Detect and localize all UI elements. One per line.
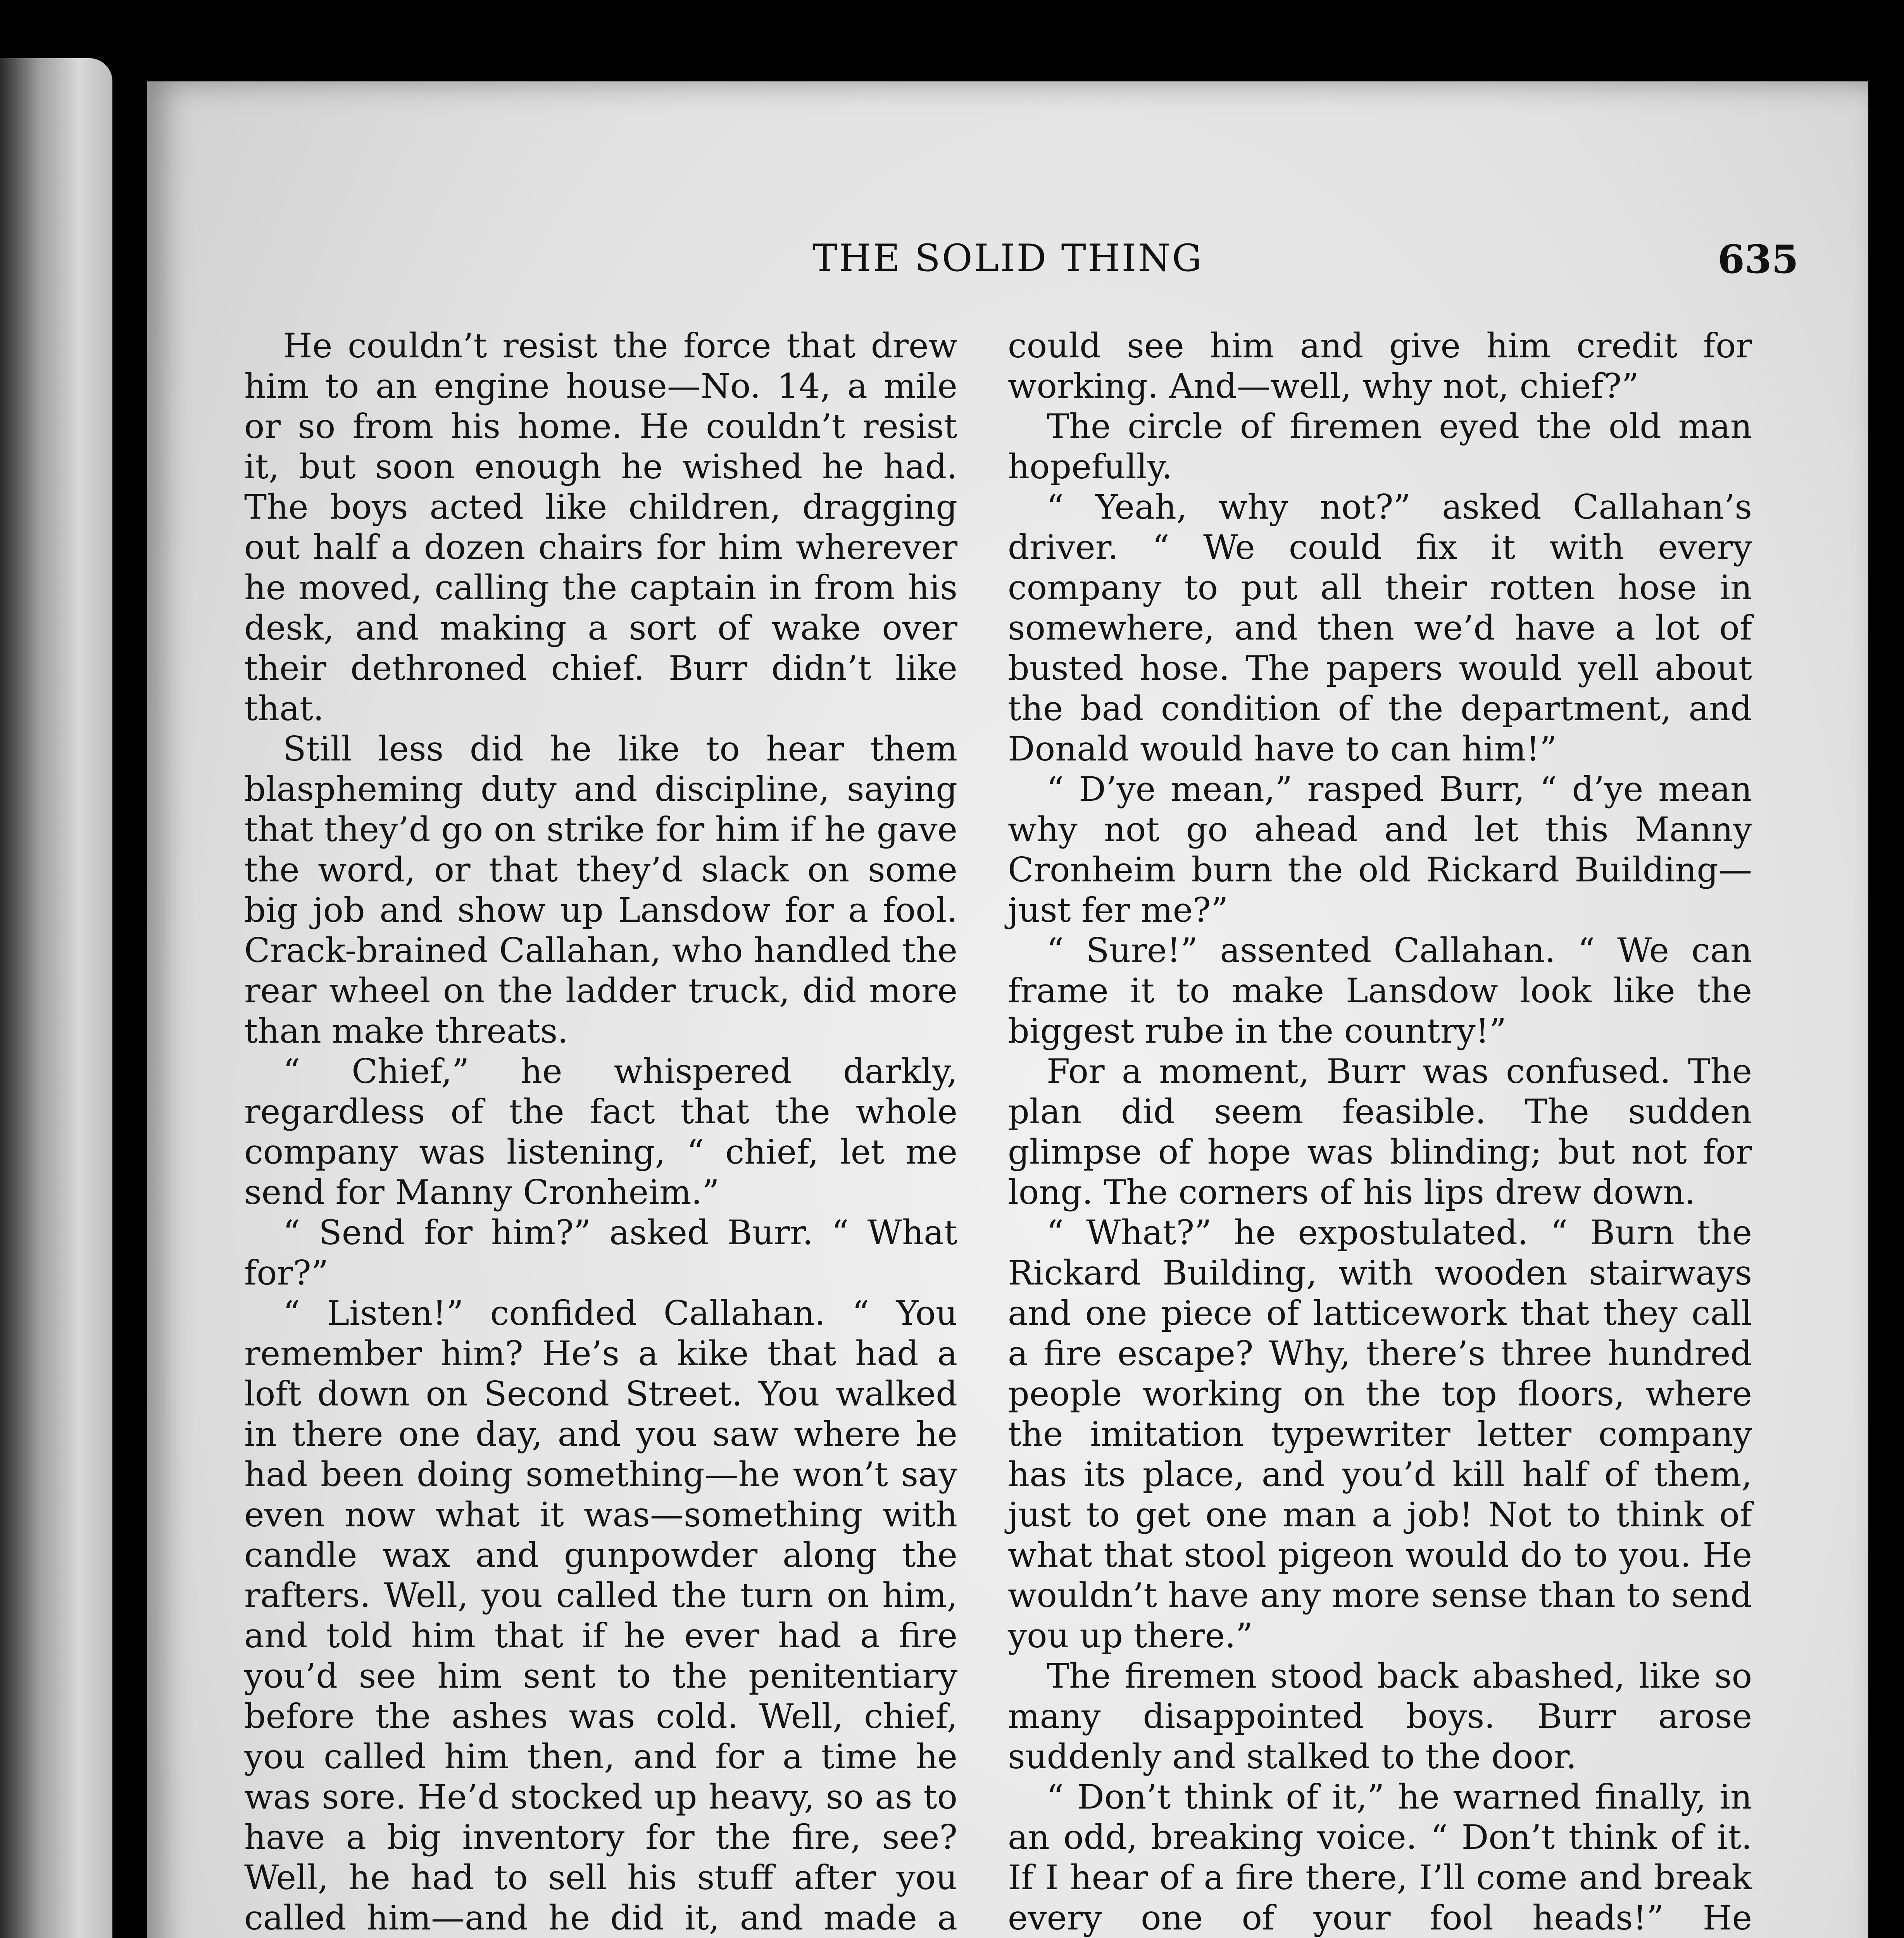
paragraph: “ Chief,” he whispered darkly, regardless of the fact that the whole company was listening, “ chief, let me send for Manny Cronheim.” (244, 1052, 957, 1212)
paragraph: “ Yeah, why not?” asked Callahan’s driver. “ We could fix it with every company to put all their rotten hose in somewhere, and then we’d have a lot of busted hose. The papers would yell about the bad condition of the department, and Donald would have to can him!” (1008, 487, 1752, 769)
paragraph: The circle of firemen eyed the old man hopefully. (1008, 407, 1752, 486)
facing-page-edge (0, 58, 112, 1938)
paragraph: “ What?” he expostulated. “ Burn the Rickard Building, with wooden stairways and one piece of latticework that they call a fire escape? Why, there’s three hundred people working on the top floors, where the imitation typewriter letter company has its place, and you’d kill half of them, just to get one man a job! Not to think of what that stool pigeon would do to you. He wouldn’t have any more sense than to send you up there.” (1008, 1213, 1752, 1655)
paragraph: Still less did he like to hear them blaspheming duty and discipline, saying that they’d go on strike for him if he gave the word, or that they’d slack on some big job and show up Lansdow for a fool. Crack-brained Callahan, who handled the rear wheel on the ladder truck, did more than make threats. (244, 729, 957, 1051)
paragraph: “ D’ye mean,” rasped Burr, “ d’ye mean why not go ahead and let this Manny Cronheim burn the old Rickard Building—just fer me?” (1008, 769, 1752, 930)
paragraph: “ Send for him?” asked Burr. “ What for?” (244, 1213, 957, 1293)
paragraph: “ Listen!” confided Callahan. “ You remember him? He’s a kike that had a loft down on Second Street. You walked in there one day, and you saw where he had been doing something—he won’t say even now what it was—something with candle wax and gunpowder along the rafters. Well, you called the turn on him, and told him that if he ever had a fire you’d see him sent to the penitentiary before the ashes was cold. Well, chief, you called him then, and for a time he was sore. He’d stocked up heavy, so as to have a big inventory for the fire, see? Well, he had to sell his stuff after you called him—and he did it, and made a (244, 1293, 957, 1938)
right-column (1008, 326, 1752, 1938)
paragraph: could see him and give him credit for working. And—well, why not, chief?” (1008, 326, 1752, 406)
paragraph: “ Don’t think of it,” he warned finally, in an odd, breaking voice. “ Don’t think of it. If I hear of a fire there, I’ll come and break every one of your fool heads!” He (1008, 1777, 1752, 1938)
paragraph: He couldn’t resist the force that drew him to an engine house—No. 14, a mile or so from his home. He couldn’t resist it, but soon enough he wished he had. The boys acted like children, dragging out half a dozen chairs for him wherever he moved, calling the captain in from his desk, and making a sort of wake over their dethroned chief. Burr didn’t like that. (244, 326, 957, 728)
running-title: THE SOLID THING (812, 236, 1204, 280)
running-head (147, 236, 1868, 291)
page-number: 635 (1718, 236, 1799, 282)
left-column (244, 326, 957, 1938)
book-page (147, 81, 1868, 1938)
paragraph: For a moment, Burr was confused. The plan did seem feasible. The sudden glimpse of hope was blinding; but not for long. The corners of his lips drew down. (1008, 1052, 1752, 1212)
paragraph: “ Sure!” assented Callahan. “ We can frame it to make Lansdow look like the biggest rube in the country!” (1008, 931, 1752, 1051)
paragraph: The firemen stood back abashed, like so many disappointed boys. Burr arose suddenly and stalked to the door. (1008, 1656, 1752, 1776)
